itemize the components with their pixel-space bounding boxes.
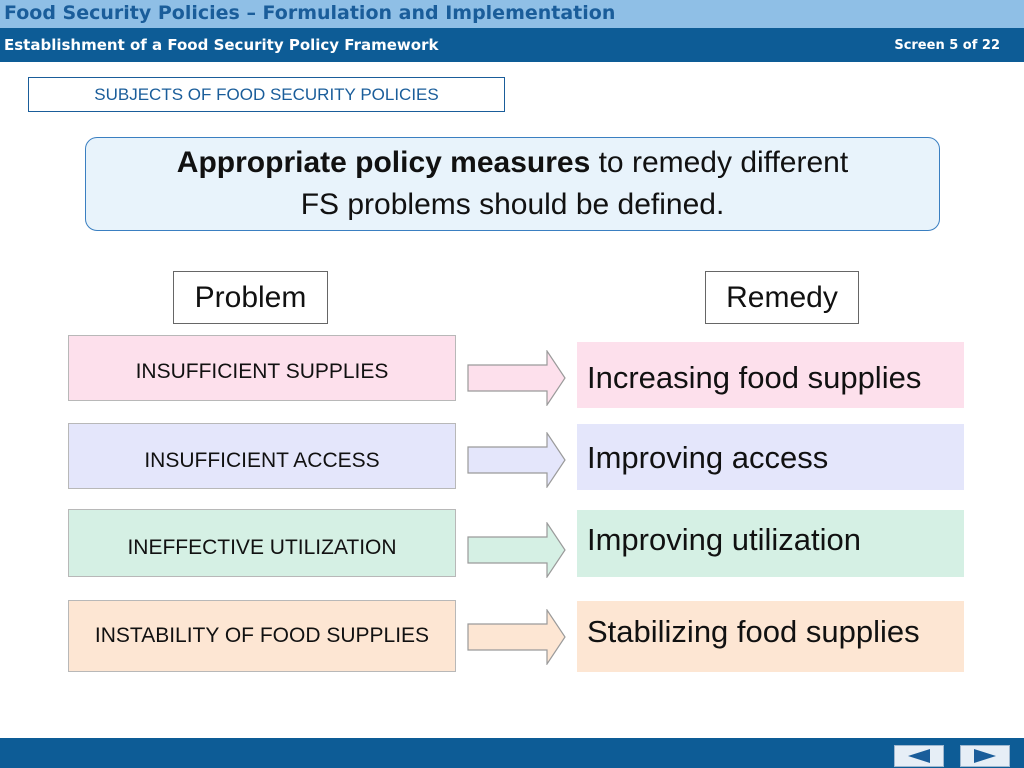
intro-text — [177, 142, 848, 226]
previous-screen-button[interactable] — [894, 745, 944, 767]
problem-box: INSUFFICIENT ACCESS — [68, 423, 456, 489]
arrow-right-icon — [467, 432, 567, 488]
remedy-box: Stabilizing food supplies — [577, 601, 964, 672]
problem-box: INSUFFICIENT SUPPLIES — [68, 335, 456, 401]
remedy-box: Increasing food supplies — [577, 342, 964, 408]
intro-callout — [85, 137, 940, 231]
remedy-box: Improving access — [577, 424, 964, 490]
problem-box: INEFFECTIVE UTILIZATION — [68, 509, 456, 577]
intro-text-line2: FS problems should be defined. — [300, 188, 725, 221]
arrow-right-icon — [467, 350, 567, 406]
arrow-right-icon — [467, 609, 567, 665]
intro-text-line1: to remedy different — [590, 146, 849, 179]
problem-box: INSTABILITY OF FOOD SUPPLIES — [68, 600, 456, 672]
course-title: Food Security Policies – Formulation and Implementation — [4, 2, 616, 24]
footer-bar — [0, 738, 1024, 768]
arrow-right-icon — [467, 522, 567, 578]
triangle-left-icon — [904, 748, 934, 764]
remedy-box: Improving utilization — [577, 510, 964, 577]
section-label: SUBJECTS OF FOOD SECURITY POLICIES — [28, 77, 505, 112]
intro-bold-text: Appropriate policy measures — [176, 146, 591, 179]
remedy-column-header: Remedy — [705, 271, 859, 324]
screen-counter: Screen 5 of 22 — [894, 38, 1000, 53]
module-title: Establishment of a Food Security Policy Framework — [4, 36, 439, 54]
problem-column-header: Problem — [173, 271, 328, 324]
triangle-right-icon — [970, 748, 1000, 764]
next-screen-button[interactable] — [960, 745, 1010, 767]
